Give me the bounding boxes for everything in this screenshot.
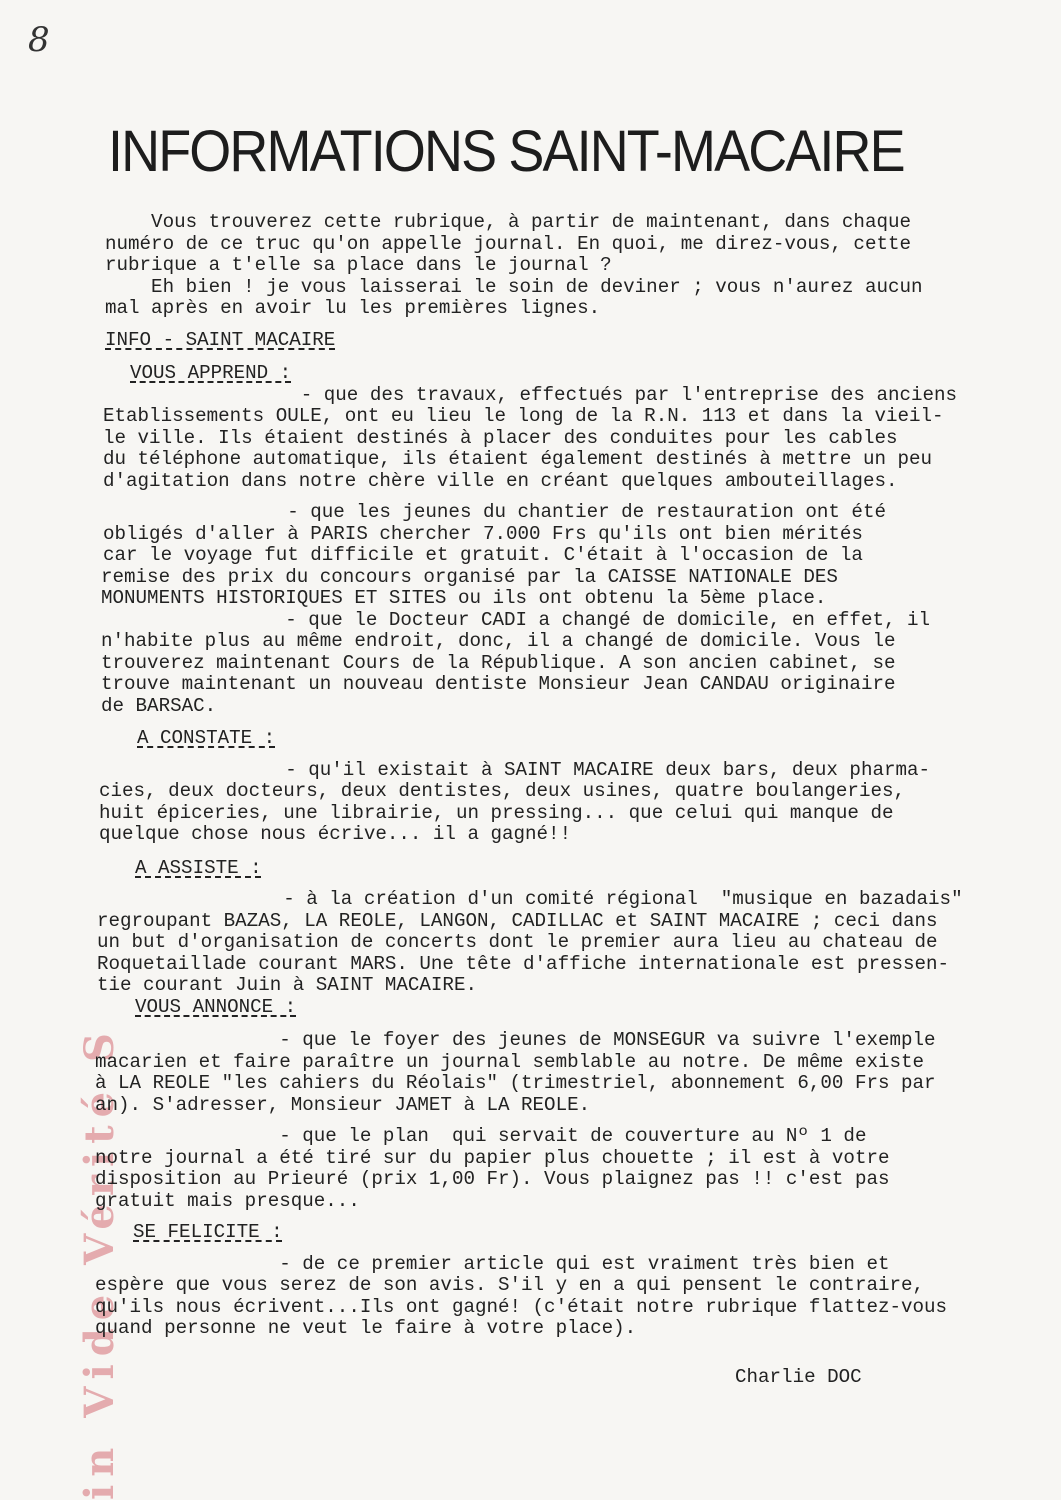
article-line: trouve maintenant un nouveau dentiste Monsieur Jean CANDAU originaire xyxy=(101,674,896,695)
article-line: regroupant BAZAS, LA REOLE, LANGON, CADILLAC et SAINT MACAIRE ; ceci dans xyxy=(97,910,938,932)
article-line: numéro de ce truc qu'on appelle journal. En quoi, me direz-vous, cette xyxy=(105,233,912,255)
article-line: - à la création d'un comité régional "musique en bazadais" xyxy=(99,889,963,910)
article-line: du téléphone automatique, ils étaient également destinés à mettre un peu xyxy=(103,449,933,470)
section-heading-text: A CONSTATE : xyxy=(137,728,276,749)
article-line: le ville. Ils étaient destinés à placer des conduites pour les cables xyxy=(103,427,898,449)
article-line: Eh bien ! je vous laisserai le soin de deviner ; vous n'aurez aucun xyxy=(105,276,923,298)
article-line: d'agitation dans notre chère ville en créant quelques ambouteillages. xyxy=(103,470,898,492)
article-line: Etablissements OULE, ont eu lieu le long de la R.N. 113 et dans la vieil- xyxy=(103,406,944,427)
article-body xyxy=(95,212,1045,1340)
section-heading-text: INFO - SAINT MACAIRE xyxy=(105,329,336,351)
section-heading-text: VOUS APPREND : xyxy=(130,363,292,384)
section-heading xyxy=(95,858,1045,880)
article-line: à LA REOLE "les cahiers du Réolais" (trimestriel, abonnement 6,00 Frs par xyxy=(95,1073,936,1094)
article-line: trouverez maintenant Cours de la République. A son ancien cabinet, se xyxy=(101,652,896,674)
article-line: cies, deux docteurs, deux dentistes, deux usines, quatre boulangeries, xyxy=(99,781,906,802)
article-line: - que des travaux, effectués par l'entreprise des anciens xyxy=(105,384,958,406)
article-line: espère que vous serez de son avis. S'il y en a qui pensent le contraire, xyxy=(95,1275,925,1296)
section-heading xyxy=(95,1222,1045,1244)
article-line: - que le Docteur CADI a changé de domicile, en effet, il xyxy=(101,609,931,631)
article-line: obligés d'aller à PARIS chercher 7.000 Frs qu'ils ont bien mérités xyxy=(103,523,863,545)
article-line: - de ce premier article qui est vraiment très bien et xyxy=(95,1253,890,1275)
article-line: mal après en avoir lu les premières lignes. xyxy=(105,298,601,319)
article-line: - que le plan qui servait de couverture au Nº 1 de xyxy=(95,1126,867,1147)
section-heading xyxy=(95,728,1045,750)
article-line: quelque chose nous écrive... il a gagné!! xyxy=(99,824,572,845)
article-line: disposition au Prieuré (prix 1,00 Fr). Vous plaignez pas !! c'est pas xyxy=(95,1169,890,1190)
article-line: de BARSAC. xyxy=(101,695,217,717)
article-line: macarien et faire paraître un journal semblable au notre. De même existe xyxy=(95,1051,925,1073)
article-line: - qu'il existait à SAINT MACAIRE deux bars, deux pharma- xyxy=(101,759,931,781)
article-line: tie courant Juin à SAINT MACAIRE. xyxy=(97,975,477,996)
section-heading xyxy=(95,997,1045,1019)
section-heading xyxy=(95,330,1045,352)
article-line: an). S'adresser, Monsieur JAMET à LA REOLE. xyxy=(95,1094,591,1116)
page-title: INFORMATIONS SAINT-MACAIRE xyxy=(108,119,904,184)
article-line: Roquetaillade courant MARS. Une tête d'affiche internationale est pressen- xyxy=(97,953,950,975)
article-line: remise des prix du concours organisé par la CAISSE NATIONALE DES xyxy=(101,566,838,588)
article-line: MONUMENTS HISTORIQUES ET SITES ou ils ont obtenu la 5ème place. xyxy=(101,588,827,609)
section-heading-text: VOUS ANNONCE : xyxy=(135,996,297,1018)
article-line: - que les jeunes du chantier de restauration ont été xyxy=(103,502,886,523)
article-line: qu'ils nous écrivent...Ils ont gagné! (c'était notre rubrique flattez-vous xyxy=(95,1296,948,1318)
article-line: - que le foyer des jeunes de MONSEGUR va suivre l'exemple xyxy=(95,1030,936,1051)
article-line: notre journal a été tiré sur du papier plus chouette ; il est à votre xyxy=(95,1147,890,1169)
article-line: car le voyage fut difficile et gratuit. C'était à l'occasion de la xyxy=(103,545,863,566)
article-line: quand personne ne veut le faire à votre place). xyxy=(95,1318,637,1339)
section-heading xyxy=(95,363,1045,385)
section-heading-text: A ASSISTE : xyxy=(135,857,262,879)
article-line: un but d'organisation de concerts dont le premier aura lieu au chateau de xyxy=(97,932,938,953)
section-heading-text: SE FELICITE : xyxy=(133,1222,283,1243)
archive-watermark: in Vide Vérité S xyxy=(76,1025,123,1500)
signature: Charlie DOC xyxy=(735,1366,862,1388)
article-line: Vous trouverez cette rubrique, à partir de maintenant, dans chaque xyxy=(105,212,912,233)
article-line: gratuit mais presque... xyxy=(95,1190,360,1212)
article-line: huit épiceries, une librairie, un pressing... que celui qui manque de xyxy=(99,802,894,824)
article-line: n'habite plus au même endroit, donc, il a changé de domicile. Vous le xyxy=(101,631,896,652)
page-number: 8 xyxy=(28,20,50,60)
article-line: rubrique a t'elle sa place dans le journal ? xyxy=(105,255,612,276)
